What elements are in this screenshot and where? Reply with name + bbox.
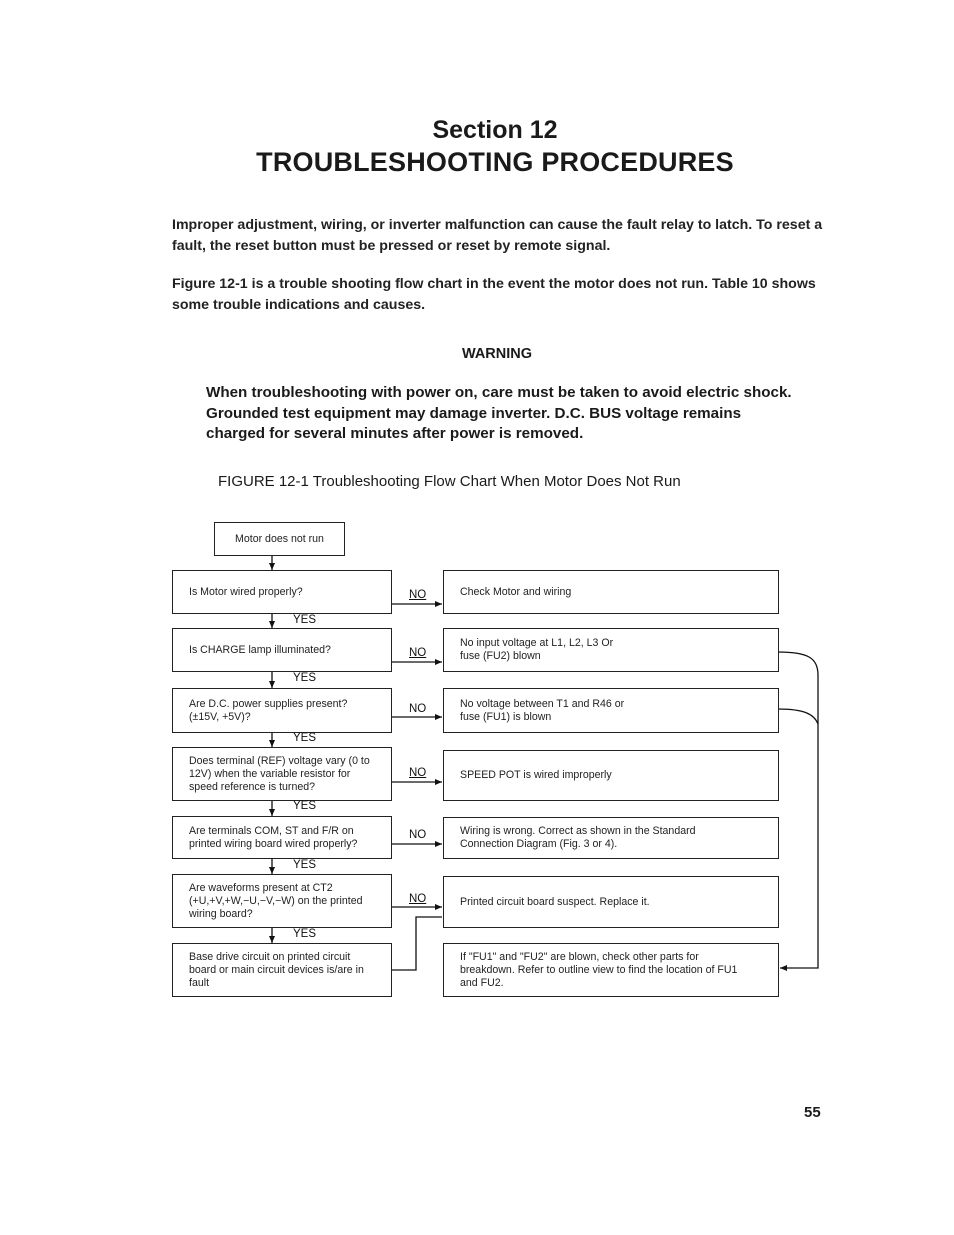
page-number: 55 [804, 1104, 821, 1121]
figure-caption: FIGURE 12-1 Troubleshooting Flow Chart When Motor Does Not Run [218, 473, 681, 490]
action-box-5 [443, 817, 779, 859]
yes-label-1: YES [293, 614, 317, 626]
action-box-3 [443, 688, 779, 733]
warning-text: When troubleshooting with power on, care must be taken to avoid electric shock. Grounded test equipment may damage inverter. D.C. BUS voltage remains charged for several minutes after power is removed. [206, 384, 792, 442]
no-label-4: NO [409, 767, 427, 779]
yes-label-4: YES [293, 800, 317, 812]
no-label-3: NO [409, 703, 427, 715]
question-box-6 [172, 874, 392, 928]
no-label-2: NO [409, 647, 427, 659]
action-text: Wiring is wrong. Correct as shown in the Standard Connection Diagram (Fig. 3 or 4). [460, 825, 696, 850]
page-title: TROUBLESHOOTING PROCEDURES [256, 147, 734, 177]
base-drive-box [172, 943, 392, 997]
action-box-6 [443, 876, 779, 928]
action-text: SPEED POT is wired improperly [460, 769, 612, 781]
yes-label-5: YES [293, 859, 317, 871]
question-text: Is Motor wired properly? [189, 585, 303, 598]
flow-start-label: Motor does not run [235, 532, 324, 545]
connector-fu-right [778, 652, 818, 968]
question-box-2 [172, 628, 392, 672]
action-text: No voltage between T1 and R46 or fuse (FU1) is blown [460, 697, 625, 723]
action-text: Check Motor and wiring [460, 585, 572, 598]
question-text: Are waveforms present at CT2 (+U,+V,+W,−U,−V,−W) on the printed wiring board? [189, 881, 363, 920]
no-label-6: NO [409, 893, 427, 905]
action-text: Printed circuit board suspect. Replace it. [460, 895, 650, 908]
intro-paragraph-1: Improper adjustment, wiring, or inverter malfunction can cause the fault relay to latch. To reset a fault, the reset button must be pressed or reset by remote signal. [172, 217, 823, 254]
connector-base-drive [390, 917, 442, 970]
question-text: Are terminals COM, ST and F/R on printed wiring board wired properly? [189, 824, 358, 850]
action-box-4 [443, 750, 779, 801]
yes-label-2: YES [293, 672, 317, 684]
question-box-1 [172, 570, 392, 614]
question-text: Base drive circuit on printed circuit board or main circuit devices is/are in fault [189, 950, 364, 989]
flow-start-box [214, 522, 345, 556]
no-label-5: NO [409, 829, 427, 841]
action-box-2 [443, 628, 779, 672]
action-text: No input voltage at L1, L2, L3 Or fuse (FU2) blown [460, 637, 614, 662]
no-label-1: NO [409, 589, 427, 601]
question-box-5 [172, 816, 392, 859]
question-text: Are D.C. power supplies present? (±15V, +5V)? [189, 697, 348, 723]
connector-fu1-right [778, 709, 818, 724]
action-text: If "FU1" and "FU2" are blown, check other parts for breakdown. Refer to outline view to find the location of FU1 and FU2. [460, 950, 738, 989]
section-number: Section 12 [432, 116, 558, 144]
yes-label-3: YES [293, 732, 317, 744]
question-text: Does terminal (REF) voltage vary (0 to 12V) when the variable resistor for speed reference is turned? [189, 754, 370, 793]
question-box-4 [172, 747, 392, 801]
question-box-3 [172, 688, 392, 733]
action-box-7 [443, 943, 779, 997]
action-box-1 [443, 570, 779, 614]
warning-heading: WARNING [461, 346, 533, 362]
yes-label-6: YES [293, 928, 317, 940]
intro-paragraph-2: Figure 12-1 is a trouble shooting flow chart in the event the motor does not run. Table 10 shows some trouble indications and causes. [172, 276, 816, 313]
question-text: Is CHARGE lamp illuminated? [189, 643, 331, 656]
